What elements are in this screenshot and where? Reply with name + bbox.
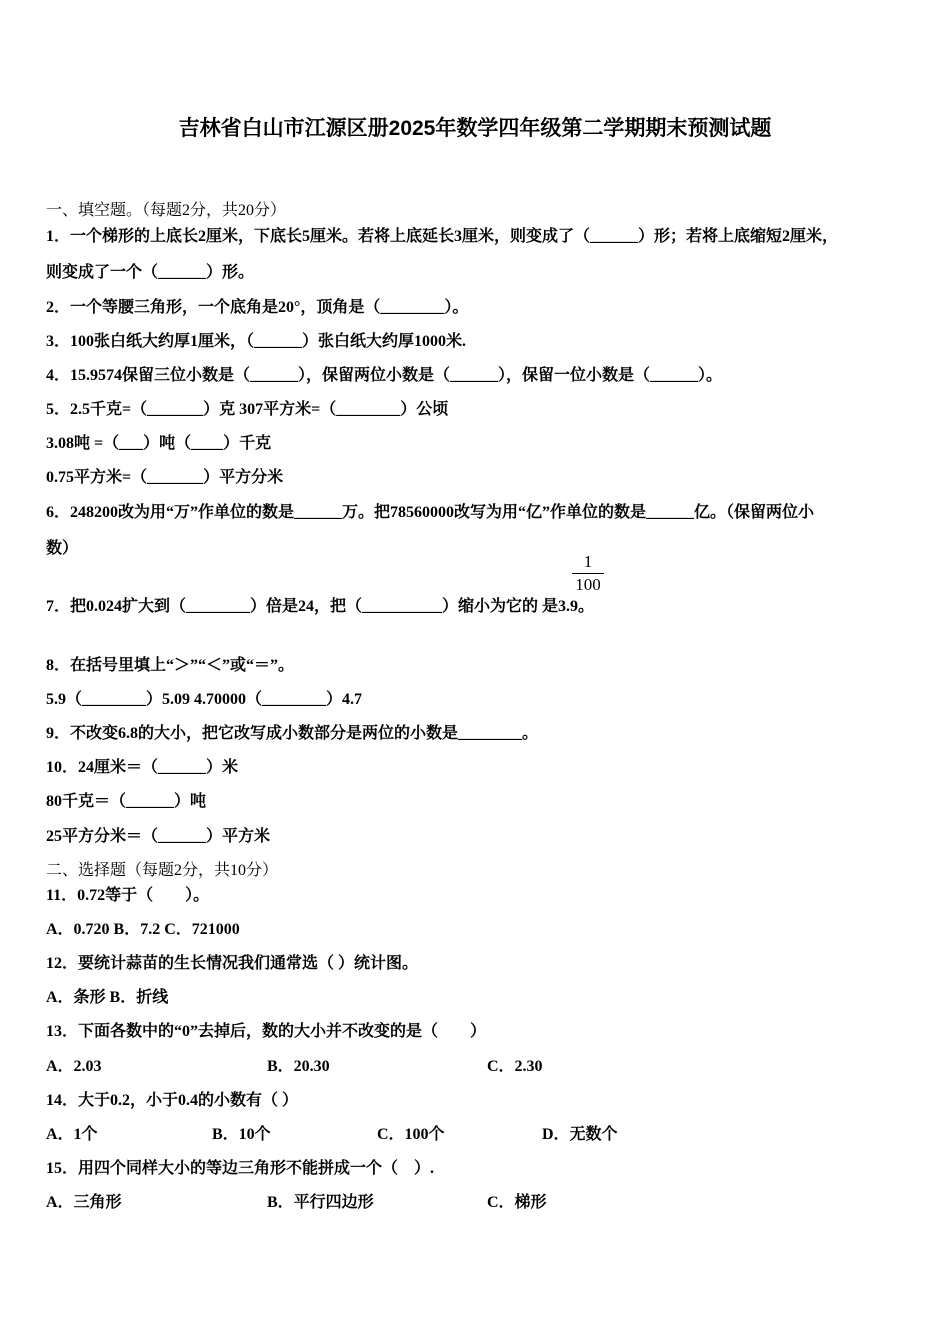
question-line: A．条形 B．折线 xyxy=(46,989,169,1006)
question-line: 3.08吨 =（___）吨（____）千克 xyxy=(46,435,272,452)
question-line: 8．在括号里填上“＞”“＜”或“＝”。 xyxy=(46,657,295,674)
answer-option: A．三角形 xyxy=(46,1194,122,1211)
fraction-one-hundredth xyxy=(572,552,604,595)
question-line: 0.75平方米=（_______）平方分米 xyxy=(46,469,284,486)
question-line: 5．2.5千克=（_______）克 307平方米=（________）公顷 xyxy=(46,401,449,418)
question-line: 5.9（________）5.09 4.70000（________）4.7 xyxy=(46,691,363,708)
answer-option: B．平行四边形 xyxy=(267,1194,374,1211)
question-line: 25平方分米＝（______）平方米 xyxy=(46,828,271,845)
fraction-bar xyxy=(572,573,604,574)
question-line: 14．大于0.2，小于0.4的小数有（ ） xyxy=(46,1092,299,1109)
question-line: A．0.720 B．7.2 C．721000 xyxy=(46,921,240,938)
answer-option: C．梯形 xyxy=(487,1194,547,1211)
answer-option: C．2.30 xyxy=(487,1058,543,1075)
question-line: 1．一个梯形的上底长2厘米，下底长5厘米。若将上底延长3厘米，则变成了（______）形；若将上底缩短2厘米， xyxy=(46,228,839,245)
question-line: 15．用四个同样大小的等边三角形不能拼成一个（ ）. xyxy=(46,1160,435,1177)
question-line: 6．248200改为用“万”作单位的数是______万。把78560000改写为用“亿”作单位的数是______亿。（保留两位小 xyxy=(46,504,815,521)
question-line: 4．15.9574保留三位小数是（______），保留两位小数是（______），保留一位小数是（______）。 xyxy=(46,367,723,384)
question-line: 10．24厘米＝（______）米 xyxy=(46,759,239,776)
fraction-numerator: 1 xyxy=(583,552,593,571)
section-heading: 一、填空题。（每题2分，共20分） xyxy=(46,202,287,219)
section-heading: 二、选择题（每题2分，共10分） xyxy=(46,862,279,879)
answer-option: A．2.03 xyxy=(46,1058,102,1075)
question-line: 11．0.72等于（ ）。 xyxy=(46,887,210,904)
question-line: 12．要统计蒜苗的生长情况我们通常选（ ）统计图。 xyxy=(46,955,419,972)
question-line: 数） xyxy=(46,540,79,557)
question-line: 9．不改变6.8的大小，把它改写成小数部分是两位的小数是________。 xyxy=(46,725,539,742)
answer-option: B．10个 xyxy=(212,1126,271,1143)
question-line: 3．100张白纸大约厚1厘米，（______）张白纸大约厚1000米. xyxy=(46,333,467,350)
question-line: 80千克＝（______）吨 xyxy=(46,793,207,810)
question-line: 2．一个等腰三角形，一个底角是20°，顶角是（________）。 xyxy=(46,299,469,316)
answer-option: D．无数个 xyxy=(542,1126,618,1143)
question-line: 13．下面各数中的“0”去掉后，数的大小并不改变的是（ ） xyxy=(46,1023,487,1040)
question-line: 则变成了一个（______）形。 xyxy=(46,264,255,281)
answer-option: C．100个 xyxy=(377,1126,445,1143)
question-line: 7．把0.024扩大到（________）倍是24，把（__________）缩小为它的 是3.9。 xyxy=(46,598,595,615)
fraction-denominator: 100 xyxy=(575,575,601,594)
answer-option: B．20.30 xyxy=(267,1058,330,1075)
answer-option: A．1个 xyxy=(46,1126,98,1143)
page-title: 吉林省白山市江源区册2025年数学四年级第二学期期末预测试题 xyxy=(178,117,772,140)
